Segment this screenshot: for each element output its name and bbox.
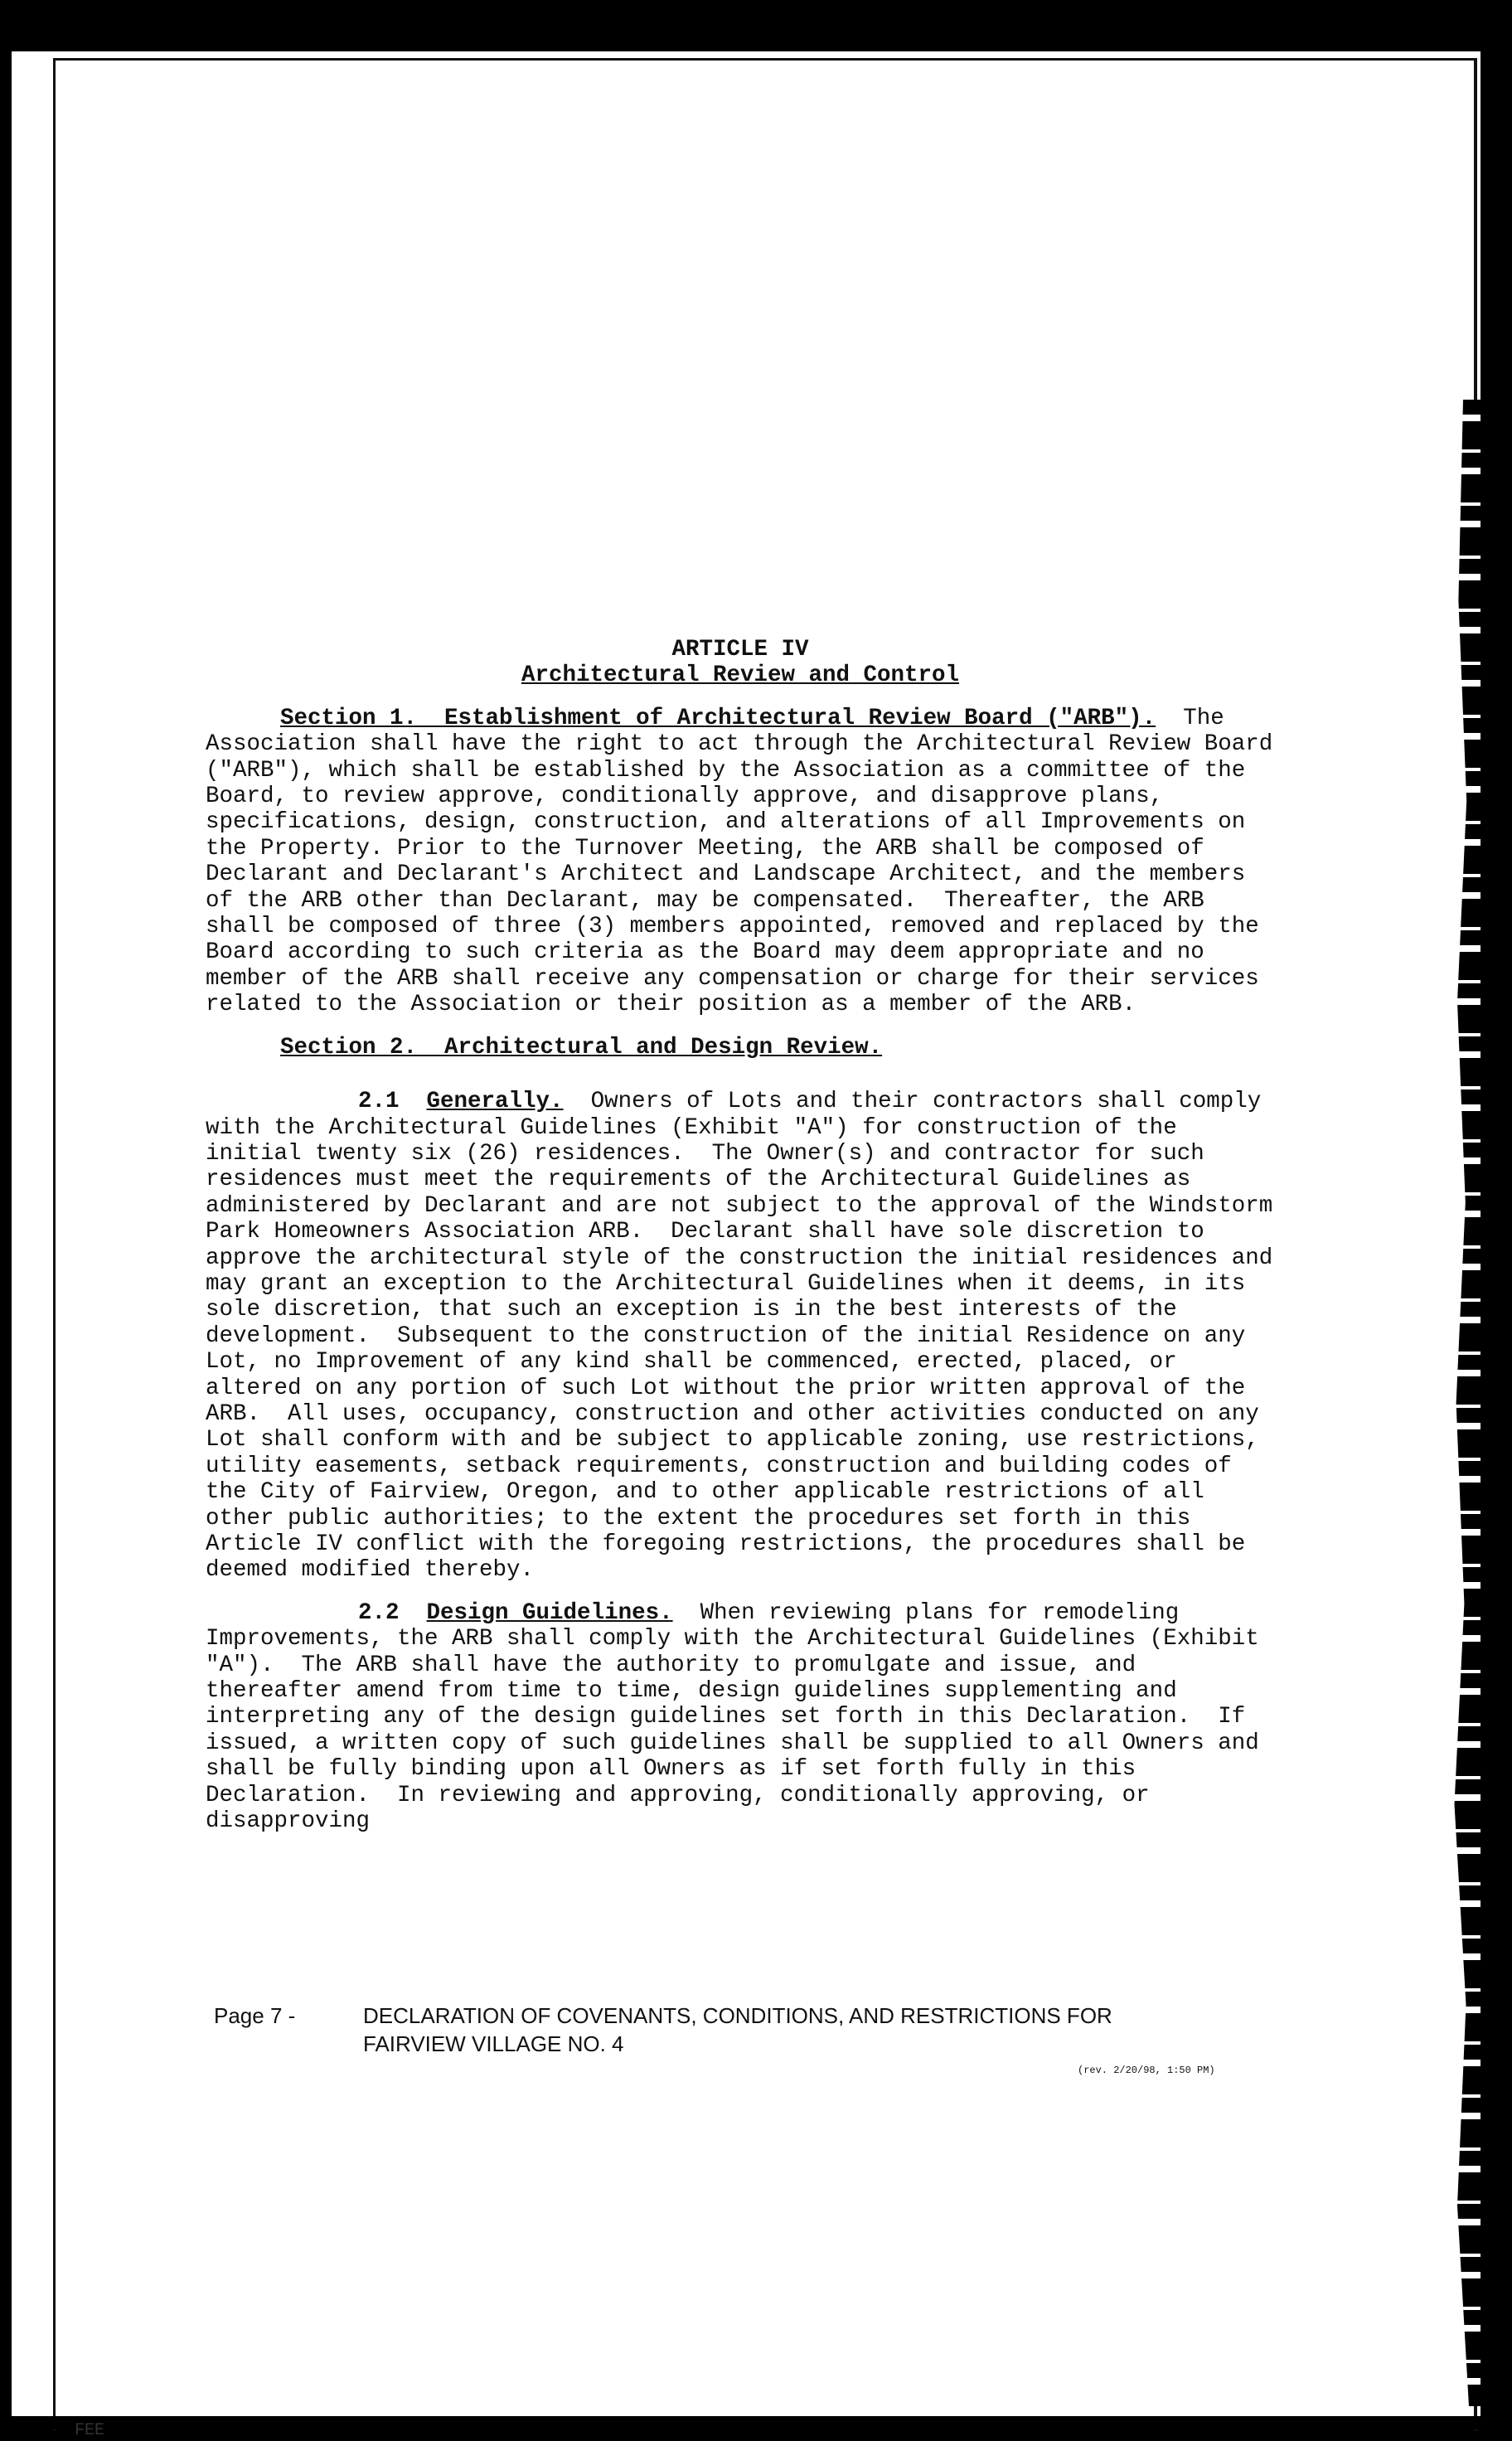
section-1-heading: Section 1. Establishment of Architectural Review Board ("ARB"). bbox=[280, 705, 1156, 731]
footer-line-2: FAIRVIEW VILLAGE NO. 4 bbox=[363, 2031, 624, 2056]
subsection-2-2-title: Design Guidelines. bbox=[426, 1599, 673, 1626]
subsection-2-1-body: Owners of Lots and their contractors shall comply with the Architectural Guidelines (Exhibit "A") for construction of the initial twenty six (26) residences. The Owner(s) and contractor for such residences must meet the requirements of the Architectural Guidelines as administered by Declarant and are not subject to the approval of the Windstorm Park Homeowners Association ARB. Declarant shall have sole discretion to approve the architectural style of the construction the initial residences and may grant an exception to the Architectural Guidelines when it deems, in its sole discretion, that such an exception is in the best interests of the development. Subsequent to the construction of the initial Residence on any Lot, no Improvement of any kind shall be commenced, erected, placed, or altered on any portion of such Lot without the prior written approval of the ARB. All uses, occupancy, construction and other activities conducted on any Lot shall conform with and be subject to applicable zoning, use restrictions, utility easements, setback requirements, construction and building codes of the City of Fairview, Oregon, and to other applicable restrictions of all other public authorities; to the extent the procedures set forth in this Article IV conflict with the foregoing restrictions, the procedures shall be deemed modified thereby. bbox=[206, 1089, 1287, 1584]
scan-marks: FEE bbox=[75, 2421, 105, 2440]
subsection-2-2 bbox=[206, 1600, 1275, 1835]
footer-line-1: DECLARATION OF COVENANTS, CONDITIONS, AND RESTRICTIONS FOR bbox=[363, 2003, 1112, 2028]
article-title: ARTICLE IV bbox=[671, 637, 809, 662]
revision-stamp: (rev. 2/20/98, 1:50 PM) bbox=[1078, 2065, 1215, 2076]
section-2-heading: Section 2. Architectural and Design Review. bbox=[280, 1034, 883, 1060]
section-2 bbox=[206, 1035, 1275, 1060]
subsection-2-2-body: When reviewing plans for remodeling Improvements, the ARB shall comply with the Architectural Guidelines (Exhibit "A"). The ARB shall have the authority to promulgate and issue, and thereafter amend from time to time, design guidelines supplementing and interpreting any of the design guidelines set forth in this Declaration. If issued, a written copy of such guidelines shall be supplied to all Owners and shall be fully binding upon all Owners as if set forth fully in this Declaration. In reviewing and approving, conditionally approving, or disapproving bbox=[206, 1599, 1273, 1835]
subsection-2-1-number: 2.1 bbox=[358, 1089, 400, 1115]
document-body bbox=[206, 637, 1287, 1835]
article-subtitle: Architectural Review and Control bbox=[521, 662, 960, 689]
section-1-body: The Association shall have the right to act through the Architectural Review Board ("ARB"), which shall be established by the Association as a committee of the Board, to review approve, conditionally approve, and disapprove plans, specifications, design, construction, and alterations of all Improvements on the Property. Prior to the Turnover Meeting, the ARB shall be composed of Declarant and Declarant's Architect and Landscape Architect, and the members of the ARB other than Declarant, may be compensated. Thereafter, the ARB shall be composed of three (3) members appointed, removed and replaced by the Board according to such criteria as the Board may deem appropriate and no member of the ARB shall receive any compensation or charge for their services related to the Association or their position as a member of the ARB. bbox=[206, 705, 1287, 1018]
subsection-2-1 bbox=[206, 1089, 1287, 1584]
section-1 bbox=[206, 705, 1287, 1018]
page-footer bbox=[214, 2002, 1283, 2058]
subsection-2-2-number: 2.2 bbox=[358, 1599, 400, 1626]
scan-bottom-edge bbox=[12, 2416, 1480, 2429]
subsection-2-1-title: Generally. bbox=[426, 1089, 564, 1115]
footer-page-label: Page 7 - bbox=[214, 2003, 296, 2028]
